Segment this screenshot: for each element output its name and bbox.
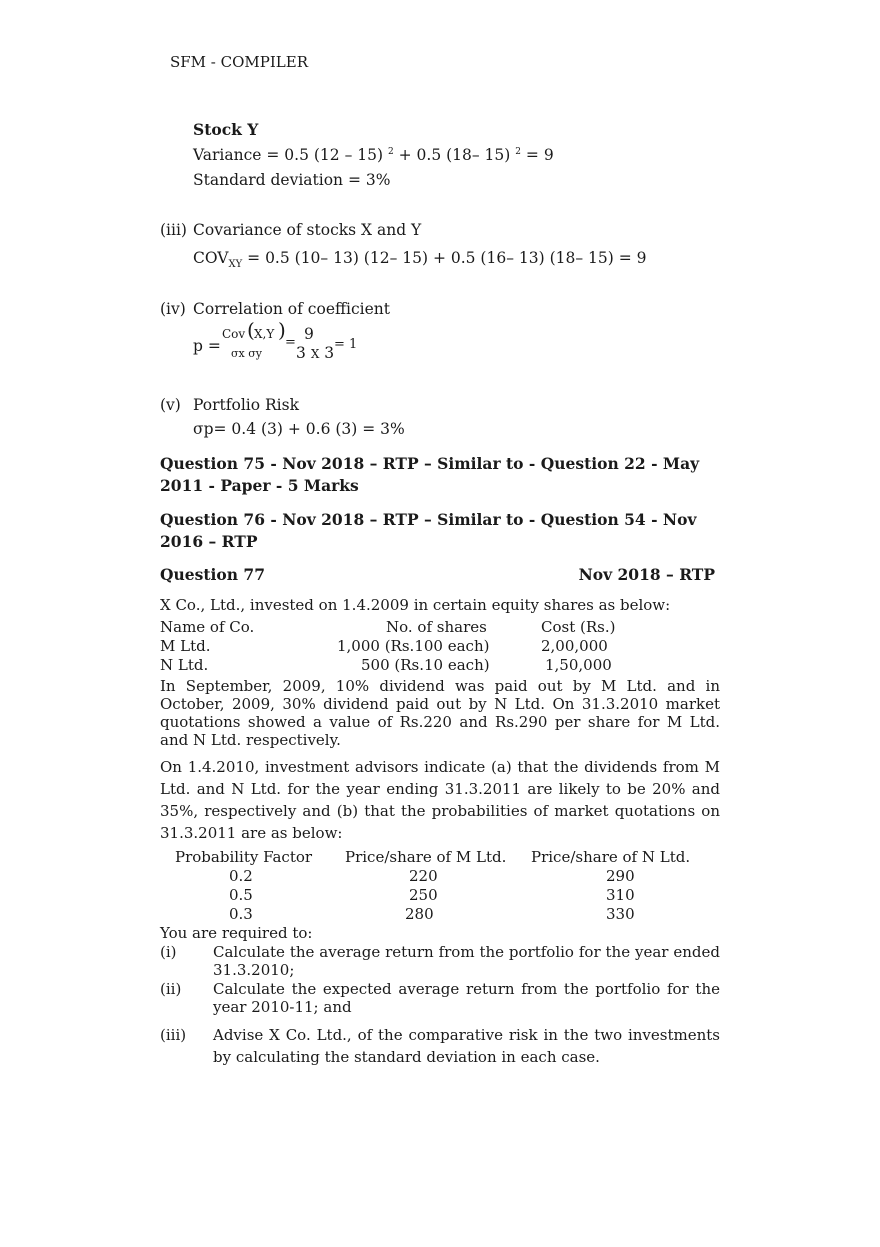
variance-part: = 9 [521,146,554,164]
task-number: (ii) [160,980,182,998]
stock-y-heading: Stock Y [193,120,259,139]
table-cell: 290 [606,867,635,885]
variance-formula [193,146,554,164]
table-row [160,867,720,886]
correlation-lhs: p = [193,337,221,355]
cov-subscript: XY [228,259,243,271]
table-header-row [160,618,720,637]
task-number: (i) [160,943,177,961]
table-cell: 0.5 [229,886,253,904]
question-77-tag: Nov 2018 – RTP [578,565,715,584]
sigma-denominator: σx σy [231,347,262,360]
table-row [160,905,720,924]
task-text: Advise X Co. Ltd., of the comparative risk in the two investments by calculating the standard deviation in each case. [213,1026,720,1066]
variance-exponent: 2 [515,146,521,157]
table-row [160,637,720,656]
numerator-nine: 9 [304,325,314,343]
variance-part: Variance = 0.5 (12 – 15) [193,146,388,164]
task-text: Calculate the average return from the portfolio for the year ended 31.3.2010; [213,943,720,979]
table-cell: N Ltd. [160,656,209,674]
table-header: Probability Factor [175,848,313,866]
portfolio-risk-number: (v) [160,396,181,414]
table-header: Cost (Rs.) [541,618,616,636]
table-header-row [160,848,720,867]
covariance-formula [193,249,647,270]
table-header: Price/share of N Ltd. [531,848,691,866]
table-cell: 280 [405,905,434,923]
table-cell: 330 [606,905,635,923]
task-number: (iii) [160,1026,187,1044]
denom-three: 3 [324,344,335,362]
denom-three: 3 [296,344,306,362]
table-cell: 220 [409,867,438,885]
table-row [160,886,720,905]
question-77-heading [160,564,720,586]
paren-close: ) [278,318,286,342]
table-header: No. of shares [386,618,487,636]
paragraph-dividends: In September, 2009, 10% dividend was paid out by M Ltd. and in October, 2009, 30% dividend paid out by N Ltd. On 31.3.2010 market quotations showed a value of Rs.220 and Rs.290 per share for M Ltd. and N Ltd. respectively. [160,677,720,749]
correlation-title: Correlation of coefficient [193,300,390,318]
table-cell: 1,50,000 [545,656,612,674]
question-75-heading: Question 75 - Nov 2018 – RTP – Similar to - Question 22 - May 2011 - Paper - 5 Marks [160,454,700,495]
std-deviation: Standard deviation = 3% [193,171,391,189]
variance-exponent: 2 [387,146,394,157]
question-76-heading: Question 76 - Nov 2018 – RTP – Similar to - Question 54 - Nov 2016 – RTP [160,510,697,551]
table-cell: 310 [606,886,635,904]
intro-text: X Co., Ltd., invested on 1.4.2009 in certain equity shares as below: [160,596,671,614]
paren-open: ( [247,318,255,342]
table-cell: 2,00,000 [541,637,608,655]
correlation-result: = 1 [334,337,358,352]
portfolio-risk-formula: σp= 0.4 (3) + 0.6 (3) = 3% [193,420,405,438]
cov-expression: = 0.5 (10– 13) (12– 15) + 0.5 (16– 13) (18– 15) = 9 [242,249,647,267]
table-cell: 500 (Rs.10 each) [361,656,490,674]
covariance-title: Covariance of stocks X and Y [193,221,422,239]
cov-symbol: COV [193,249,229,267]
variance-part: + 0.5 (18– 15) [393,146,516,164]
table-header: Price/share of M Ltd. [345,848,507,866]
times-sign: X [310,347,320,361]
paragraph-advisors: On 1.4.2010, investment advisors indicate (a) that the dividends from M Ltd. and N Ltd. for the year ending 31.3.2011 are likely to be 20% and 35%, respectively and (b) that the probabilities of market quotations on 31.3.2011 are as below: [160,758,720,842]
equals-sign: = [285,335,296,350]
question-77-title: Question 77 [160,565,265,584]
table-cell: 1,000 (Rs.100 each) [337,637,490,655]
required-text: You are required to: [160,924,313,942]
table-cell: 250 [409,886,438,904]
cov-label: Cov [222,327,246,341]
covariance-number: (iii) [160,221,187,239]
portfolio-risk-title: Portfolio Risk [193,396,299,414]
xy-label: X,Y [254,327,275,341]
correlation-number: (iv) [160,300,186,318]
table-cell: 0.3 [229,905,253,923]
table-header: Name of Co. [160,618,255,636]
table-cell: 0.2 [229,867,253,885]
table-cell: M Ltd. [160,637,211,655]
table-row [160,656,720,675]
denominator-product [296,344,334,362]
task-text: Calculate the expected average return from the portfolio for the year 2010-11; and [213,980,720,1016]
page-header: SFM - COMPILER [170,53,309,71]
